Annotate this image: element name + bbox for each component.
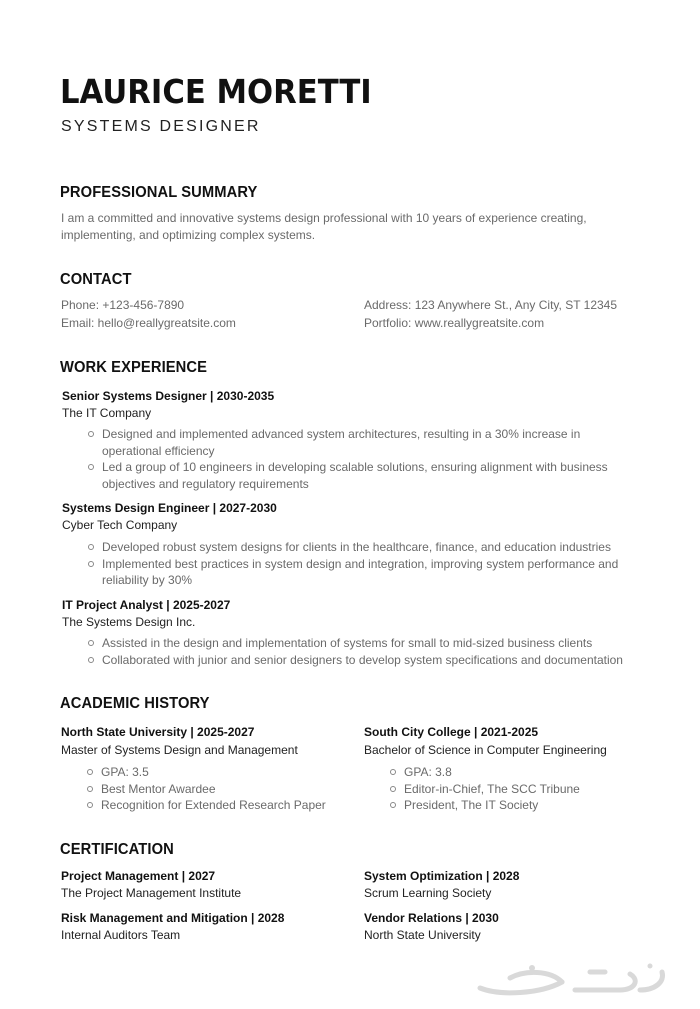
bullet-icon xyxy=(88,657,94,663)
job-company: Cyber Tech Company xyxy=(62,518,178,532)
summary-text-line: I am a committed and innovative systems design professional with 10 years of experience creating, xyxy=(61,211,587,225)
experience-heading: WORK EXPERIENCE xyxy=(60,359,208,376)
school-bullets xyxy=(364,764,664,814)
contact-email: Email: hello@reallygreatsite.com xyxy=(61,316,236,330)
cert-issuer: North State University xyxy=(364,928,481,942)
bullet-icon xyxy=(390,786,396,792)
bullet-icon xyxy=(390,802,396,808)
contact-phone: Phone: +123-456-7890 xyxy=(61,298,185,312)
bullet-icon xyxy=(87,802,93,808)
academic-heading: ACADEMIC HISTORY xyxy=(60,695,210,712)
job-bullets xyxy=(62,426,662,492)
list-item: Best Mentor Awardee xyxy=(61,781,351,798)
school-degree: Bachelor of Science in Computer Engineering xyxy=(364,743,607,757)
cert-issuer: The Project Management Institute xyxy=(61,886,242,900)
bullet-icon xyxy=(88,640,94,646)
school-title: South City College | 2021-2025 xyxy=(364,725,539,739)
list-item: President, The IT Society xyxy=(364,797,664,814)
list-item: Led a group of 10 engineers in developing scalable solutions, ensuring alignment with business objectives and regulatory requirements xyxy=(62,459,662,492)
job-bullets xyxy=(62,635,662,668)
list-item: Developed robust system designs for clients in the healthcare, finance, and education industries xyxy=(62,539,662,556)
cert-issuer: Scrum Learning Society xyxy=(364,886,492,900)
list-item: Designed and implemented advanced system architectures, resulting in a 30% increase in operational efficiency xyxy=(62,426,662,459)
school-title: North State University | 2025-2027 xyxy=(61,725,255,739)
job-title: Systems Design Engineer | 2027-2030 xyxy=(62,501,277,515)
school-bullets xyxy=(61,764,351,814)
bullet-icon xyxy=(88,544,94,550)
cert-issuer: Internal Auditors Team xyxy=(61,928,181,942)
bullet-icon xyxy=(88,431,94,437)
candidate-name: LAURICE MORETTI xyxy=(60,72,372,111)
bullet-icon xyxy=(87,769,93,775)
job-company: The IT Company xyxy=(62,406,152,420)
list-item: Collaborated with junior and senior designers to develop system specifications and documentation xyxy=(62,652,662,669)
contact-portfolio: Portfolio: www.reallygreatsite.com xyxy=(364,316,545,330)
cert-title: Risk Management and Mitigation | 2028 xyxy=(61,911,285,925)
bullet-icon xyxy=(88,464,94,470)
bullet-icon xyxy=(87,786,93,792)
cert-title: Project Management | 2027 xyxy=(61,869,216,883)
job-title: Senior Systems Designer | 2030-2035 xyxy=(62,389,275,403)
list-item: Implemented best practices in system design and integration, improving system performance and reliability by 30% xyxy=(62,556,662,589)
haraj-logo-icon xyxy=(470,960,675,1000)
bullet-icon xyxy=(390,769,396,775)
job-company: The Systems Design Inc. xyxy=(62,615,196,629)
summary-text xyxy=(61,210,587,244)
bullet-icon xyxy=(88,561,94,567)
list-item: Assisted in the design and implementation of systems for small to mid-sized business clients xyxy=(62,635,662,652)
job-title: IT Project Analyst | 2025-2027 xyxy=(62,598,231,612)
summary-heading: PROFESSIONAL SUMMARY xyxy=(60,184,258,201)
job-bullets xyxy=(62,539,662,589)
candidate-title: SYSTEMS DESIGNER xyxy=(61,118,261,135)
certification-heading: CERTIFICATION xyxy=(60,841,174,858)
cert-title: Vendor Relations | 2030 xyxy=(364,911,499,925)
list-item: GPA: 3.8 xyxy=(364,764,664,781)
list-item: Editor-in-Chief, The SCC Tribune xyxy=(364,781,664,798)
list-item: GPA: 3.5 xyxy=(61,764,351,781)
contact-heading: CONTACT xyxy=(60,271,132,288)
school-degree: Master of Systems Design and Management xyxy=(61,743,298,757)
contact-address: Address: 123 Anywhere St., Any City, ST 12345 xyxy=(364,298,618,312)
summary-text-line: implementing, and optimizing complex systems. xyxy=(61,228,316,242)
list-item: Recognition for Extended Research Paper xyxy=(61,797,351,814)
cert-title: System Optimization | 2028 xyxy=(364,869,520,883)
